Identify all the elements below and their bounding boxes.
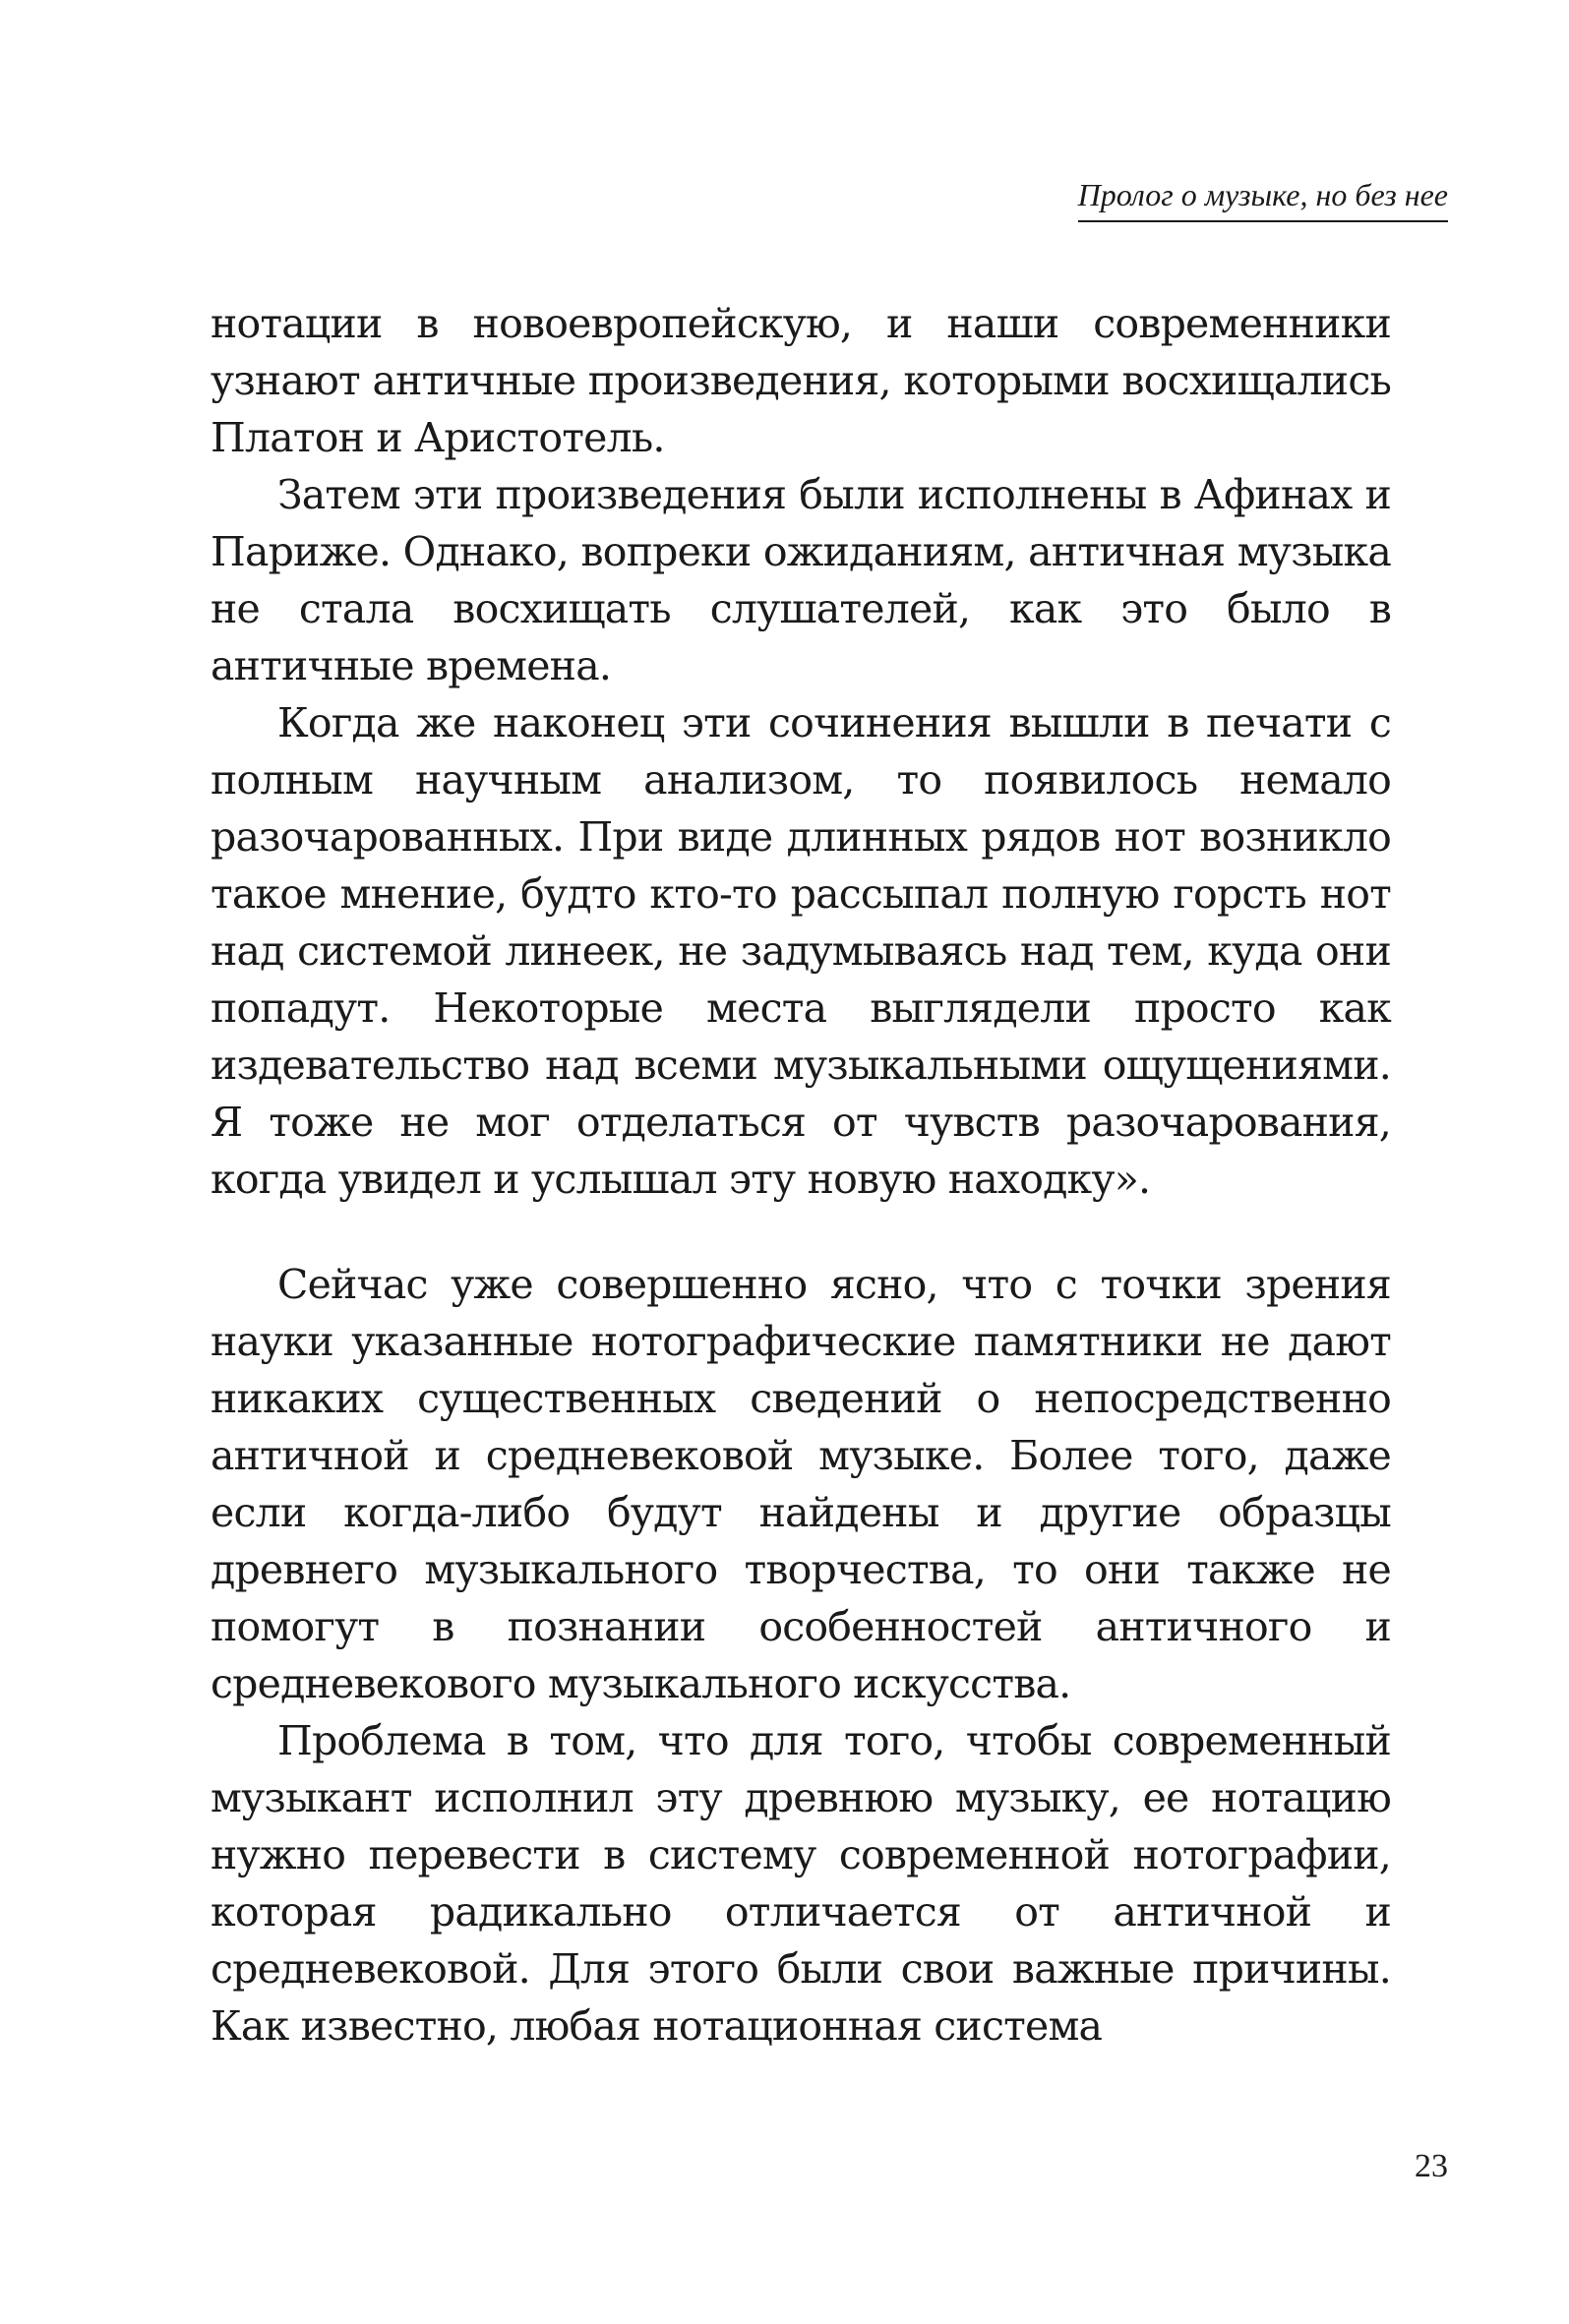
paragraph: Сейчас уже совершенно ясно, что с точки зрения науки указанные нотографические памятники не дают никаких существенных сведений о непосредственно античной и средневековой музыке. Более того, даже если когда-либо будут найдены и другие образцы древнего музыкального творчества, то они также не помогут в познании особенностей античного и средневекового музыкального искусства. [211, 1261, 1391, 1707]
paragraph: Когда же наконец эти сочинения вышли в печати с полным научным анализом, то появилось немало разочарованных. При виде длинных рядов нот возникло такое мнение, будто кто-то рассыпал полную горсть нот над системой линеек, не задумываясь над тем, куда они попадут. Некоторые места выглядели просто как издевательство над всеми музыкальными ощущениями. Я тоже не мог отделаться от чувств разочарования, когда увидел и услышал эту новую находку». [211, 699, 1391, 1203]
running-title: Пролог о музыке, но без нее [1078, 175, 1448, 222]
paragraph: нотации в новоевропейскую, и наши современники узнают античные произведения, которыми восхищались Платон и Аристотель. [211, 300, 1391, 461]
page-number: 23 [1415, 2148, 1448, 2184]
paragraph: Затем эти произведения были исполнены в Афинах и Париже. Однако, вопреки ожиданиям, античная музыка не стала восхищать слушателей, как это было в античные времена. [211, 471, 1391, 689]
paragraph: Проблема в том, что для того, чтобы современный музыкант исполнил эту древнюю музыку, ее нотацию нужно перевести в систему современной нотографии, которая радикально отличается от античной и средневековой. Для этого были свои важные причины. Как известно, любая нотационная система [211, 1717, 1391, 2050]
text-section-bottom [211, 1256, 1391, 2055]
text-section-top [211, 295, 1391, 1208]
